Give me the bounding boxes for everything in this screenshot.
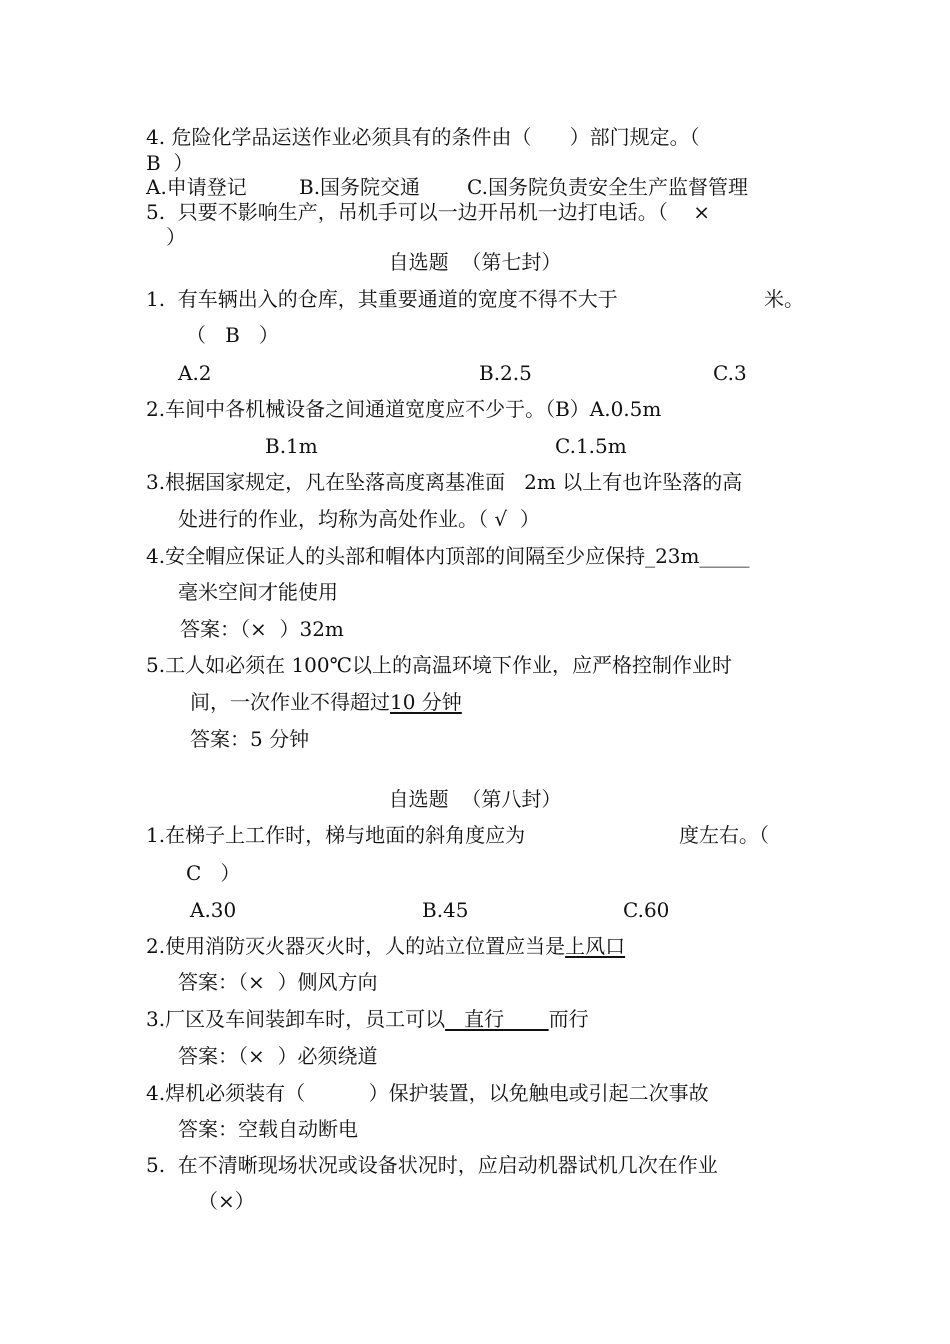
s7-q3-line1: 3.根据国家规定，凡在坠落高度离基准面 2m 以上有也许坠落的高 [146, 470, 743, 494]
s8-q2-answer: 答案：（× ）侧风方向 [178, 970, 378, 994]
s8-q5-answer: （×） [198, 1189, 255, 1213]
s7-q4-line2: 毫米空间才能使用 [178, 580, 338, 604]
s7-q4-line1: 4.安全帽应保证人的头部和帽体内顶部的间隔至少应保持_23m_____ [146, 544, 750, 568]
s7-q1-option-c: C.3 [713, 361, 747, 385]
s7-q5-line2-text: 间，一次作业不得超过 [190, 690, 390, 714]
q4-line2: B ） [146, 151, 194, 175]
s7-q3-line2: 处进行的作业，均称为高处作业。（ √ ） [178, 507, 540, 531]
s7-q5-line1: 5.工人如必须在 100℃以上的高温环境下作业，应严格控制作业时 [146, 653, 732, 677]
s8-q2-text: 2.使用消防灭火器灭火时，人的站立位置应当是 [146, 934, 566, 958]
s8-q1-tail: 度左右。（ [679, 823, 769, 847]
s7-q5-underlined-answer: 10 分钟 [390, 690, 462, 714]
s7-q1-unit: 米。 [764, 287, 804, 311]
s8-q2-underlined-answer: 上风口 [565, 934, 626, 958]
s8-q3-line1 [146, 1006, 589, 1032]
s7-q5-answer: 答案：5 分钟 [190, 727, 310, 751]
s8-q4-line1: 4.焊机必须装有（ ）保护装置，以免触电或引起二次事故 [146, 1081, 709, 1105]
s8-q5-line1: 5. 在不清晰现场状况或设备状况时，应启动机器试机几次在作业 [146, 1153, 718, 1177]
s8-q4-answer: 答案：空载自动断电 [178, 1117, 358, 1141]
q5-line1: 5. 只要不影响生产，吊机手可以一边开吊机一边打电话。（ × [146, 200, 710, 224]
s7-q2-option-c: C.1.5m [555, 434, 627, 458]
s8-q3-underlined-answer: 直行 [445, 1007, 549, 1031]
s7-q5-line2 [190, 689, 462, 715]
q5-line2: ） [166, 225, 186, 249]
s8-q1-answer: C ） [186, 861, 241, 885]
s7-q4-answer: 答案：（× ）32m [180, 617, 344, 641]
section8-heading: 自选题 （第八封） [388, 787, 562, 811]
s8-q2-line1 [146, 933, 625, 959]
s7-q2-line1: 2.车间中各机械设备之间通道宽度应不少于。（B）A.0.5m [146, 397, 662, 421]
s7-q1-option-b: B.2.5 [479, 361, 532, 385]
q4-option-c: C.国务院负责安全生产监督管理 [467, 175, 748, 199]
section7-heading: 自选题 （第七封） [388, 250, 562, 274]
s8-q1-option-a: A.30 [190, 898, 237, 922]
s7-q1-option-a: A.2 [178, 361, 212, 385]
s7-q1-answer: （ B ） [186, 323, 279, 347]
s7-q2-option-b: B.1m [265, 434, 318, 458]
s7-q1-line1: 1. 有车辆出入的仓库，其重要通道的宽度不得不大于 [146, 287, 618, 311]
s8-q3-text-pre: 3.厂区及车间装卸车时，员工可以 [146, 1007, 446, 1031]
s8-q1-line1: 1.在梯子上工作时，梯与地面的斜角度应为 [146, 823, 526, 847]
s8-q1-option-c: C.60 [623, 898, 670, 922]
q4-line1: 4. 危险化学品运送作业必须具有的条件由（ ）部门规定。（ [146, 125, 700, 149]
q4-option-b: B.国务院交通 [299, 175, 421, 199]
s8-q3-answer: 答案：（× ）必须绕道 [178, 1044, 378, 1068]
s8-q1-option-b: B.45 [422, 898, 469, 922]
s8-q3-text-post: 而行 [548, 1007, 589, 1031]
q4-option-a: A.申请登记 [146, 175, 247, 199]
